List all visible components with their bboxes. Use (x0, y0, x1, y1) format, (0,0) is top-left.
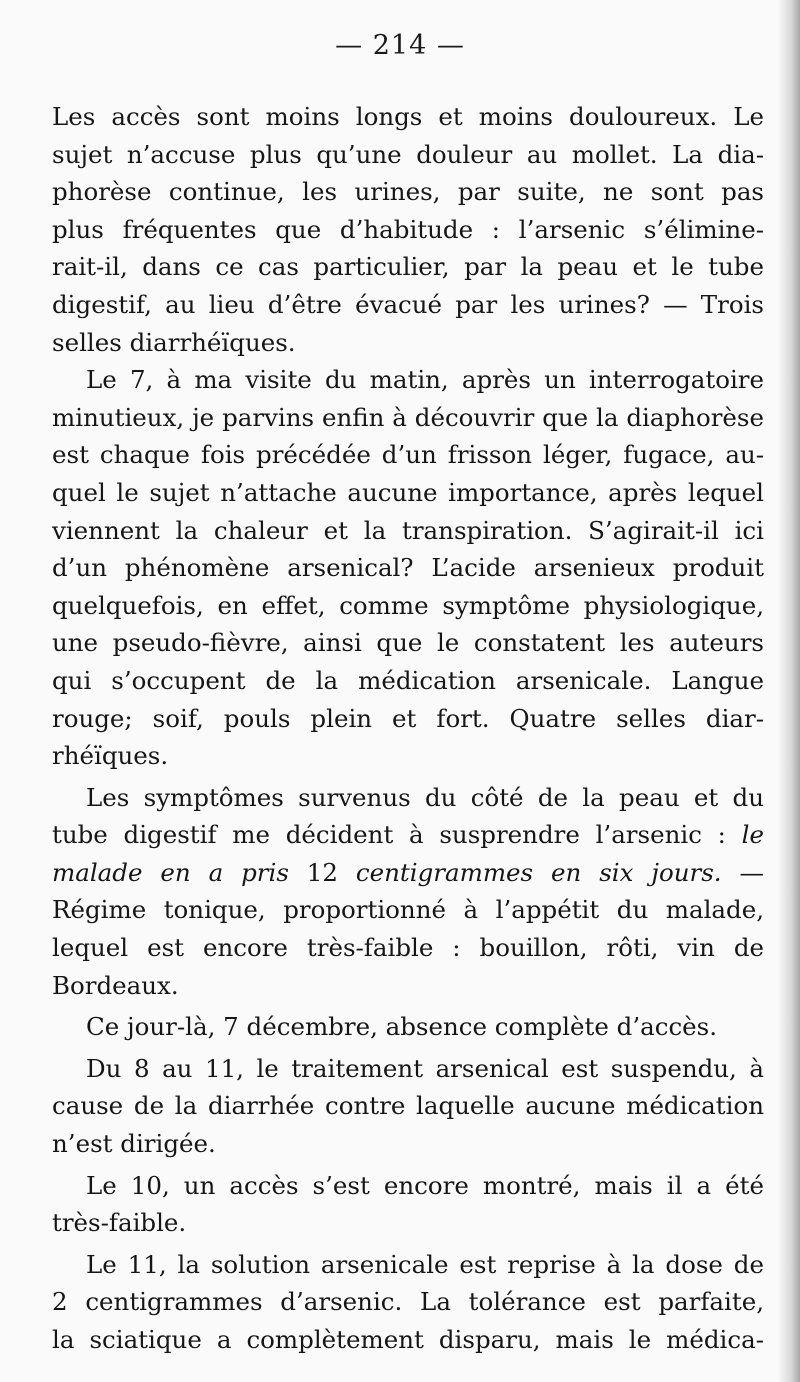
line-text: Du 8 au 11, le traitement arsenical est suspendu, à (86, 1053, 764, 1083)
line-text: quelquefois, en effet, comme symptôme physiologique, (52, 590, 764, 620)
line-text: Bordeaux. (52, 970, 179, 1000)
line-text: 12 (288, 857, 356, 887)
text-line (52, 624, 764, 662)
text-line (52, 324, 764, 362)
line-text: lequel est encore très-faible : bouillon, rôti, vin de (52, 933, 764, 963)
italic-text: malade en a pris (52, 857, 289, 887)
text-line (52, 474, 764, 512)
line-text: une pseudo-fièvre, ainsi que le constatent les auteurs (52, 628, 764, 658)
text-line (52, 779, 764, 817)
body-text (52, 98, 764, 1359)
line-text: — (721, 857, 764, 887)
line-text: Les symptômes survenus du côté de la peau et du (86, 782, 764, 812)
text-line (52, 1321, 764, 1359)
line-text: 2 centigrammes d’arsenic. La tolérance est parfaite, (52, 1287, 764, 1317)
text-line (52, 1167, 764, 1205)
text-line (52, 816, 764, 854)
line-text: selles diarrhéïques. (52, 327, 296, 357)
text-line (52, 1008, 764, 1046)
page-edge-shadow (778, 0, 800, 1382)
line-text: sujet n’accuse plus qu’une douleur au mollet. La dia- (52, 139, 764, 169)
text-line (52, 512, 764, 550)
text-line (52, 1283, 764, 1321)
line-text: viennent la chaleur et la transpiration. S’agirait-il ici (52, 515, 764, 545)
line-text: rhéïques. (52, 741, 169, 771)
line-text: d’un phénomène arsenical? L’acide arsenieux produit (52, 553, 764, 583)
text-line (52, 929, 764, 967)
text-line (52, 967, 764, 1005)
text-line (52, 891, 764, 929)
line-text: rait-il, dans ce cas particulier, par la peau et le tube (52, 252, 764, 282)
text-line (52, 662, 764, 700)
line-text: phorèse continue, les urines, par suite, ne sont pas (52, 177, 764, 207)
text-line (52, 211, 764, 249)
line-text: est chaque fois précédée d’un frisson léger, fugace, au- (52, 440, 764, 470)
line-text: Le 10, un accès s’est encore montré, mais il a été (86, 1170, 764, 1200)
text-line (52, 436, 764, 474)
text-line (52, 361, 764, 399)
text-line (52, 98, 764, 136)
line-text: cause de la diarrhée contre laquelle aucune médication (52, 1091, 764, 1121)
line-text: Le 7, à ma visite du matin, après un interrogatoire (86, 365, 764, 395)
text-line (52, 737, 764, 775)
text-line (52, 248, 764, 286)
line-text: plus fréquentes que d’habitude : l’arsenic s’élimine- (52, 214, 764, 244)
text-line (52, 1125, 764, 1163)
text-line (52, 286, 764, 324)
line-text: la sciatique a complètement disparu, mais le médica- (52, 1325, 764, 1354)
text-line (52, 173, 764, 211)
line-text: Régime tonique, proportionné à l’appétit du malade, (52, 895, 764, 925)
italic-text: le (741, 820, 764, 850)
text-line (52, 1050, 764, 1088)
line-text: Les accès sont moins longs et moins douloureux. Le (52, 102, 764, 131)
line-text: digestif, au lieu d’être évacué par les urines? — Trois (52, 289, 764, 319)
page-number: — 214 — (335, 30, 465, 61)
text-line (52, 1087, 764, 1125)
line-text: minutieux, je parvins enfin à découvrir que la diaphorèse (52, 402, 764, 432)
line-text: très-faible. (52, 1208, 187, 1238)
text-line (52, 587, 764, 625)
line-text: n’est dirigée. (52, 1129, 216, 1159)
text-line (52, 136, 764, 174)
line-text: Le 11, la solution arsenicale est reprise à la dose de (86, 1249, 764, 1279)
line-text: quel le sujet n’attache aucune importance, après lequel (52, 477, 764, 507)
text-line (52, 1204, 764, 1242)
text-line (52, 549, 764, 587)
line-text: Ce jour-là, 7 décembre, absence complète d’accès. (86, 1012, 718, 1042)
italic-text: centigrammes en six jours. (355, 857, 722, 887)
line-text: rouge; soif, pouls plein et fort. Quatre selles diar- (52, 703, 764, 733)
text-line (52, 399, 764, 437)
text-line (52, 854, 764, 892)
text-line (52, 700, 764, 738)
text-line (52, 1246, 764, 1284)
line-text: tube digestif me décident à susprendre l’arsenic : (52, 820, 742, 850)
line-text: qui s’occupent de la médication arsenicale. Langue (52, 665, 764, 695)
